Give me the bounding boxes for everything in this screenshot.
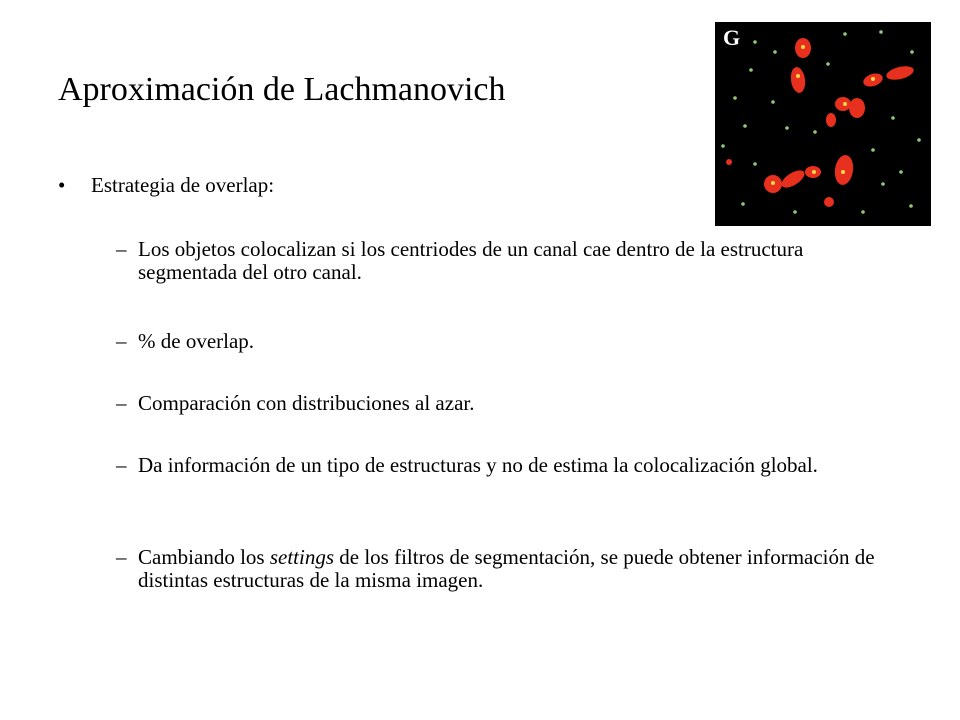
green-dot [881,182,885,186]
green-dot [891,116,895,120]
dash-marker: – [116,545,127,569]
red-blob [833,154,855,186]
centroid-dot [841,170,845,174]
panel-label: G [723,25,741,50]
red-blob [824,197,834,207]
green-dot [741,202,745,206]
text-after: de los filtros de segmentación, se puede obtener información de distintas estructuras de la misma imagen. [138,545,875,592]
green-dot [861,210,865,214]
green-dot [910,50,914,54]
green-dot [749,68,753,72]
sub-item-text: Da información de un tipo de estructuras y no de estima la colocalización global. [138,453,818,477]
green-dot [879,30,883,34]
red-blob [726,159,732,165]
centroid-dot [801,45,805,49]
green-dot [909,204,913,208]
microscopy-image [715,22,931,226]
red-blob [849,98,865,118]
green-dot [843,32,847,36]
dash-marker: – [116,329,127,353]
green-dot [917,138,921,142]
bullet-item [58,172,274,198]
centroid-dot [796,74,800,78]
sub-item-text: Comparación con distribuciones al azar. [138,391,475,415]
italic-settings: settings [269,545,334,569]
green-dot [826,62,830,66]
green-dot [753,40,757,44]
dash-marker: – [116,391,127,415]
green-dot [771,100,775,104]
green-dot [871,148,875,152]
green-dot [793,210,797,214]
green-dot [813,130,817,134]
sub-item-structures [116,454,896,477]
bullet-marker: • [58,173,66,197]
red-blob [789,66,806,94]
centroid-dot [843,102,847,106]
dash-marker: – [116,237,127,261]
bullet-text: Estrategia de overlap: [91,173,275,197]
sub-item-random [116,392,896,415]
sub-item-overlap [116,330,896,353]
microscopy-figure [715,22,931,226]
red-structures [726,38,915,207]
red-blob [826,113,836,127]
green-dot [721,144,725,148]
green-dot [785,126,789,130]
sub-item-centroids [116,238,896,284]
centroid-dot [871,77,875,81]
green-dot [743,124,747,128]
green-dots [721,30,921,214]
dash-marker: – [116,453,127,477]
sub-item-text: % de overlap. [138,329,255,353]
slide-title: Aproximación de Lachmanovich [58,71,506,108]
sub-item-settings [116,546,896,592]
text-before: Cambiando los [138,545,270,569]
centroid-dot [771,181,775,185]
green-dot [733,96,737,100]
red-blob [885,64,915,82]
sub-item-text: Los objetos colocalizan si los centriodes de un canal cae dentro de la estructura segmentada del otro canal. [138,237,804,284]
green-dot [773,50,777,54]
green-dot [899,170,903,174]
sub-item-text [138,546,896,592]
green-dot [753,162,757,166]
red-blob [779,167,807,191]
centroid-dot [812,170,816,174]
